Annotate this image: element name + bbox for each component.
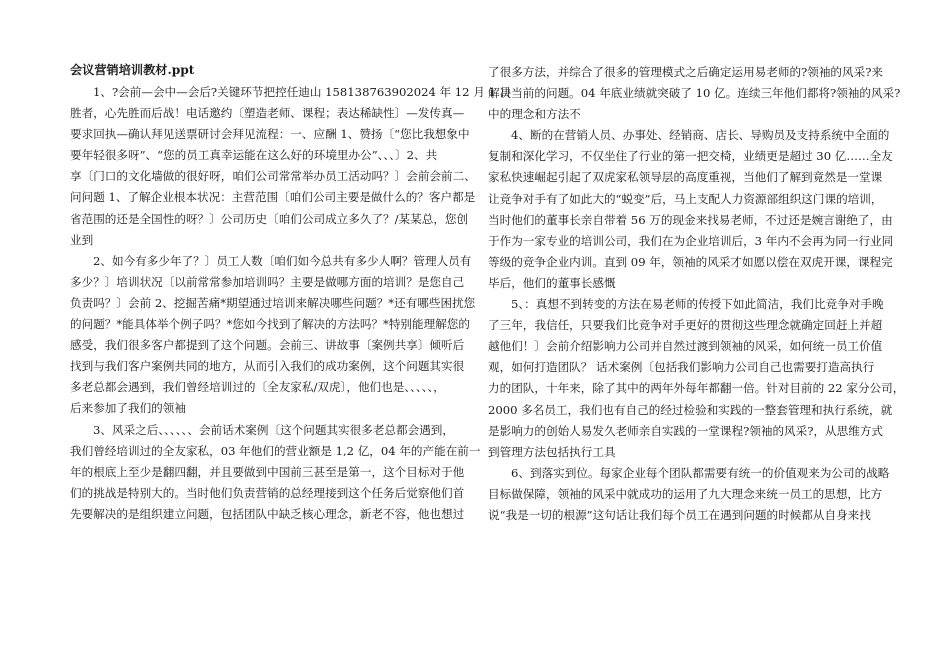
text-line: 2、如今有多少年了？〕员工人数〔咱们如今总共有多少人啊？管理人员有 (93, 253, 472, 268)
text-line: 找到与我们客户案例共同的地方，从而引入我们的成功案例，这个问题其实很 (70, 359, 465, 374)
text-line: 3、风采之后、、、、、、会前话术案例〔这个问题其实很多老总都会遇到， (93, 422, 454, 437)
text-line: 胜者，心先胜而后战！电话邀约〔塑造老师、课程；表达稀缺性〕—发传真— (70, 106, 465, 121)
text-line: 是影响力的创始人易发久老师亲自实践的一堂课程?领袖的风采?，从思维方式 (488, 423, 884, 438)
text-line: 等级的竞争企业内训。直到 09 年，领袖的风采才如愿以偿在双虎开课，课程完 (488, 254, 893, 269)
text-line: 我们曾经培训过的全友家私，03 年他们的营业额是 1,2 亿，04 年的产能在前一 (70, 443, 481, 458)
left-column-body (70, 82, 512, 525)
text-line: 到管理方法包括执行工具 (488, 444, 616, 459)
text-line: 5、：真想不到转变的方法在易老师的传授下如此简洁，我们比竞争对手晚 (511, 297, 884, 312)
text-line: 要年轻很多呀”、“您的员工真幸运能在这么好的环境里办公”、、、〕2、共 (70, 148, 438, 163)
right-column (488, 62, 905, 526)
text-line: 省范围的还是全国性的呀？〕公司历史〔咱们公司成立多久了？/某某总，您创 (70, 211, 469, 226)
left-column (70, 60, 512, 525)
text-line: 中的理念和方法不 (488, 107, 581, 122)
text-line: 年的根底上至少是翻四翻，并且要做到中国前三甚至是第一，这个目标对于他 (70, 464, 465, 479)
text-line: 先要解决的是组织建立问题，包括团队中缺乏核心理念，新老不容，他也想过 (70, 506, 465, 521)
text-line: 负责吗？〕会前 2、挖掘苦痛*期望通过培训来解决哪些问题？*还有哪些困扰您 (70, 295, 476, 310)
text-line: 感受，我们很多客户都提到了这个问题。会前三、讲故事〔案例共享〕倾听后 (70, 338, 465, 353)
text-line: 目标做保障，领袖的风采中就成功的运用了九大理念来统一员工的思想，比方 (488, 486, 883, 501)
text-line: 了很多方法，并综合了很多的管理模式之后确定运用易老师的?领袖的风采?来 (488, 65, 884, 79)
right-column-body (488, 62, 905, 526)
text-line: 越他们！〕会前介绍影响力公司并自然过渡到领袖的风采，如何统一员工价值 (488, 339, 883, 354)
text-line: 于作为一家专业的培训公司，我们在为企业培训后，3 年内不会再为同一行业同 (488, 233, 894, 248)
text-line: 业到 (70, 232, 94, 247)
text-line: 解决当前的问题。04 年底业绩就突破了 10 亿。连续三年他们都将?领袖的风采? (488, 86, 901, 101)
text-line: 说“我是一切的根源”这句话让我们每个员工在遇到问题的时候都从自身来找 (488, 507, 871, 522)
text-line: 家私快速崛起引起了双虎家私领导层的高度重视，当他们了解到竟然是一堂课 (488, 170, 883, 185)
text-line: 后来参加了我们的领袖 (70, 401, 186, 416)
text-line: 2000 多名员工，我们也有自己的经过检验和实践的一整套管理和执行系统，就 (488, 402, 893, 417)
text-line: 问问题 1、了解企业根本状况：主营范围〔咱们公司主要是做什么的？客户都是 (70, 190, 476, 205)
text-line: 6、到落实到位。每家企业每个团队都需要有统一的价值观来为公司的战略 (511, 465, 890, 480)
text-line: 了三年，我信任，只要我们比竞争对手更好的贯彻这些理念就确定回赶上并超 (488, 318, 883, 333)
text-line: 的问题？*能具体举个例子吗？*您如今找到了解决的方法吗？*特别能理解您的 (70, 317, 470, 332)
text-line: 多少？〕培训状况〔以前常常参加培训吗？主要是做哪方面的培训？是您自己 (70, 274, 465, 289)
text-line: 享〔门口的文化墙做的很好呀，咱们公司常常举办员工活动吗？〕会前会前二、 (70, 169, 476, 184)
text-line: 毕后，他们的董事长感慨 (488, 275, 616, 290)
text-line: 1、?会前—会中—会后?关键环节把控任迪山 15813876390​2024 年 12 月 1 日 (93, 85, 512, 99)
text-line: 复制和深化学习，不仅坐住了行业的第一把交椅，业绩更是超过 30 亿……全友 (488, 149, 893, 164)
text-line: 们的挑战是特别大的。当时他们负责营销的总经理接到这个任务后觉察他们首 (70, 485, 465, 500)
text-line: 当时他们的董事长亲自带着 56 万的现金来找易老师，不过还是婉言谢绝了，由 (488, 212, 893, 227)
text-line: 要求回执—确认拜见送票研讨会拜见流程：一、应酬 1、赞扬〔“您比我想象中 (70, 127, 470, 142)
text-line: 观，如何打造团队？ 话术案例〔包括我们影响力公司自己也需要打造高执行 (488, 360, 875, 375)
text-line: 让竞争对手有了如此大的“蜕变”后，马上支配人力资源部组织这门课的培训， (488, 191, 883, 206)
text-line: 多老总都会遇到，我们曾经培训过的〔全友家私/双虎〕，他们也是、、、、、， (70, 380, 445, 395)
document-title: 会议营销培训教材.ppt (70, 63, 195, 77)
text-line: 力的团队，十年来，除了其中的两年外每年都翻一倍。针对目前的 22 家分公司， (488, 381, 905, 396)
text-line: 4、断的在营销人员、办事处、经销商、店长、导购员及支持系统中全面的 (511, 128, 890, 143)
